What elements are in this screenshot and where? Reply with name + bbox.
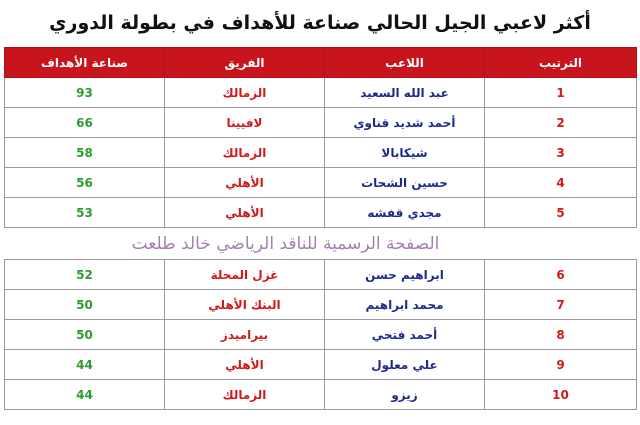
- watermark-row: [5, 228, 637, 260]
- goals-cell: 50: [5, 320, 165, 350]
- team-cell: الزمالك: [165, 138, 325, 168]
- goals-cell: 66: [5, 108, 165, 138]
- header-team: الفريق: [165, 48, 325, 78]
- header-goals: صناعة الأهداف: [5, 48, 165, 78]
- team-cell: الزمالك: [165, 78, 325, 108]
- table-row: [5, 260, 637, 290]
- rank-cell: 9: [485, 350, 637, 380]
- player-cell: زيزو: [325, 380, 485, 410]
- table-row: [5, 198, 637, 228]
- player-cell: شيكابالا: [325, 138, 485, 168]
- goals-cell: 56: [5, 168, 165, 198]
- rank-cell: 6: [485, 260, 637, 290]
- table-row: [5, 320, 637, 350]
- table-header-row: [5, 48, 637, 78]
- player-cell: حسين الشحات: [325, 168, 485, 198]
- rank-cell: 3: [485, 138, 637, 168]
- team-cell: الزمالك: [165, 380, 325, 410]
- player-cell: عبد الله السعيد: [325, 78, 485, 108]
- watermark-text: الصفحة الرسمية للناقد الرياضي خالد طلعت: [131, 233, 440, 254]
- watermark-cell: [5, 228, 637, 260]
- player-cell: أحمد فتحي: [325, 320, 485, 350]
- rank-cell: 8: [485, 320, 637, 350]
- goals-cell: 53: [5, 198, 165, 228]
- team-cell: الأهلي: [165, 350, 325, 380]
- table-row: [5, 108, 637, 138]
- player-cell: محمد ابراهيم: [325, 290, 485, 320]
- rank-cell: 2: [485, 108, 637, 138]
- goals-cell: 93: [5, 78, 165, 108]
- goals-cell: 52: [5, 260, 165, 290]
- table-row: [5, 138, 637, 168]
- goals-cell: 50: [5, 290, 165, 320]
- table-row: [5, 78, 637, 108]
- rank-cell: 1: [485, 78, 637, 108]
- rank-cell: 10: [485, 380, 637, 410]
- goals-cell: 44: [5, 350, 165, 380]
- header-player: اللاعب: [325, 48, 485, 78]
- team-cell: غزل المحلة: [165, 260, 325, 290]
- table-row: [5, 380, 637, 410]
- table-row: [5, 168, 637, 198]
- rank-cell: 5: [485, 198, 637, 228]
- team-cell: بيراميدز: [165, 320, 325, 350]
- header-rank: الترتيب: [485, 48, 637, 78]
- table-row: [5, 350, 637, 380]
- goals-cell: 44: [5, 380, 165, 410]
- page-title: أكثر لاعبي الجيل الحالي صناعة للأهداف في بطولة الدوري: [49, 12, 591, 34]
- player-cell: ابراهيم حسن: [325, 260, 485, 290]
- player-cell: علي معلول: [325, 350, 485, 380]
- team-cell: الأهلي: [165, 168, 325, 198]
- table-row: [5, 290, 637, 320]
- team-cell: لافيينا: [165, 108, 325, 138]
- rank-cell: 7: [485, 290, 637, 320]
- ranking-table: [4, 47, 637, 410]
- team-cell: الأهلي: [165, 198, 325, 228]
- player-cell: مجدي قفشه: [325, 198, 485, 228]
- team-cell: البنك الأهلي: [165, 290, 325, 320]
- goals-cell: 58: [5, 138, 165, 168]
- rank-cell: 4: [485, 168, 637, 198]
- player-cell: أحمد شديد قناوي: [325, 108, 485, 138]
